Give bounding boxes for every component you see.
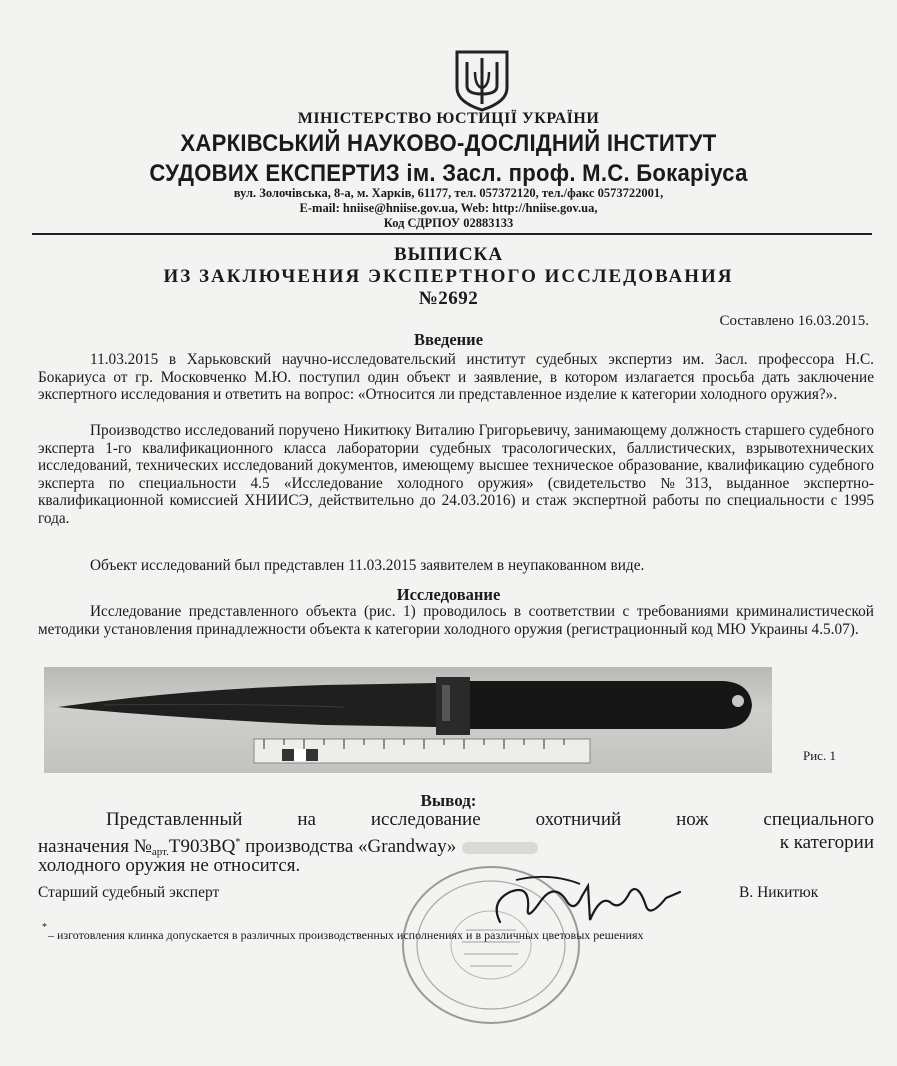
intro-paragraph-3: Объект исследований был представлен 11.03.2015 заявителем в неупакованном виде. xyxy=(90,557,645,574)
intro-heading: Введение xyxy=(413,330,484,349)
conclusion-line-3: холодного оружия не относится. xyxy=(38,855,301,876)
document-number: №2692 xyxy=(418,288,479,309)
research-heading: Исследование xyxy=(396,585,501,604)
intro-paragraph-1: 11.03.2015 в Харьковский научно-исследовательский институт судебных экспертиз им. Засл. профессора Н.С. Бокариуса от гр. Московченко М.Ю. поступил один объект и заявление, в котором излагается просьба дать заключение экспертного исследования и ответить на вопрос: «Относится ли представленное изделие к категории холодного оружия?». xyxy=(38,351,874,404)
manufacturer: производства «Grandway» xyxy=(240,836,457,857)
footnote-text: – изготовления клинка допускается в различных производственных исполнениях и в различных цветовых решениях xyxy=(48,928,644,942)
article-subscript: арт. xyxy=(151,846,169,858)
ministry-name: МІНІСТЕРСТВО ЮСТИЦІЇ УКРАЇНИ xyxy=(297,110,600,127)
composed-date: Составлено 16.03.2015. xyxy=(719,313,869,329)
knife-photo xyxy=(44,667,772,773)
conclusion-line-1: Представленный на исследование охотничий нож специального xyxy=(106,809,874,830)
article-prefix: назначения № xyxy=(38,836,152,857)
registry-code: Код СДРПОУ 02883133 xyxy=(383,216,514,230)
knife-image-icon xyxy=(44,667,772,773)
footnote-mark: * xyxy=(42,922,47,933)
address-line: вул. Золочівська, 8-а, м. Харків, 61177, тел. 057372120, тел./факс 0573722001, xyxy=(233,186,664,200)
document-title: ВЫПИСКА xyxy=(393,244,504,265)
research-paragraph: Исследование представленного объекта (рис. 1) проводилось в соответствии с требованиями криминалистической методики установления принадлежности объекта к категории холодного оружия (регистрационный код МЮ Украины 4.5.07). xyxy=(38,603,874,638)
contact-line: E-mail: hniise@hniise.gov.ua, Web: http://hniise.gov.ua, xyxy=(299,201,598,215)
institute-name-line1: ХАРКІВСЬКИЙ НАУКОВО-ДОСЛІДНИЙ ІНСТИТУТ xyxy=(180,130,717,157)
conclusion-heading: Вывод: xyxy=(420,791,477,810)
article-number: Т903BQ xyxy=(168,836,236,857)
signatory-name: В. Никитюк xyxy=(739,884,819,901)
header-divider xyxy=(32,233,872,235)
signatory-role: Старший судебный эксперт xyxy=(38,884,220,901)
trident-emblem-icon xyxy=(451,48,513,112)
document-subtitle: ИЗ ЗАКЛЮЧЕНИЯ ЭКСПЕРТНОГО ИССЛЕДОВАНИЯ xyxy=(163,266,734,287)
intro-paragraph-2: Производство исследований поручено Никитюку Виталию Григорьевичу, занимающему должность старшего судебного эксперта 1-го квалификационного класса лаборатории судебных трасологических, баллистических, взрывотехнических исследований, технических исследований документов, имеющему высшее техническое образование, квалификацию судебного эксперта по специальности 4.5 «Исследование холодного оружия» (свидетельство №313, выданное экспертно-квалификационной комиссией ХНИИСЭ, действительно до 24.03.2016) и стаж экспертной работы по специальности с 1995 года. xyxy=(38,422,874,527)
conclusion-category: к категории xyxy=(779,832,874,853)
institute-name-line2: СУДОВИХ ЕКСПЕРТИЗ ім. Засл. проф. М.С. Бокаріуса xyxy=(149,160,748,187)
figure-label: Рис. 1 xyxy=(803,748,836,763)
redacted-smudge xyxy=(462,842,538,854)
footnote-marker: * xyxy=(235,837,241,848)
